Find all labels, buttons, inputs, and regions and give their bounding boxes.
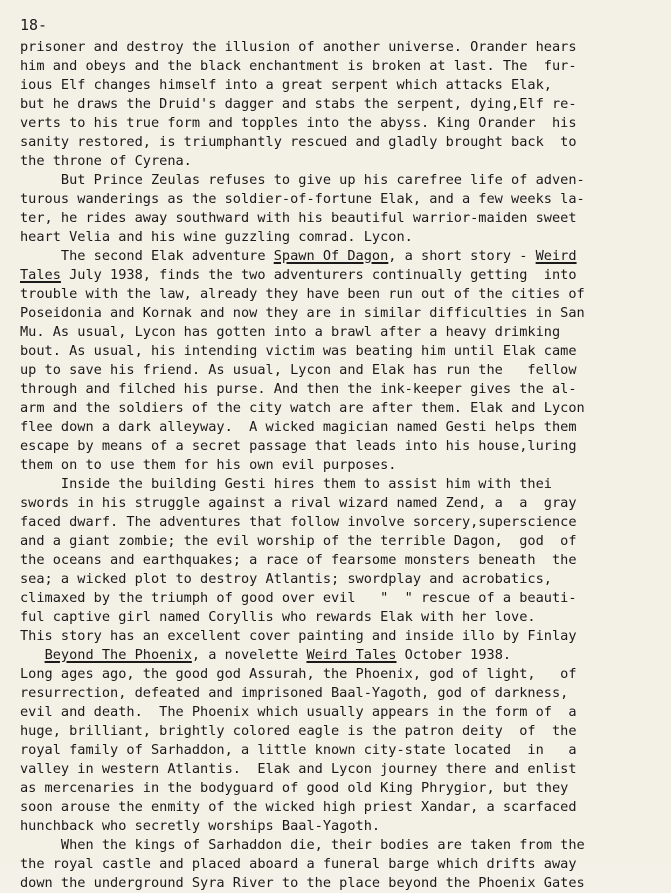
text-segment: July 1938, finds the two adventurers continually getting into bbox=[60, 267, 577, 283]
text-line bbox=[20, 133, 650, 152]
text-line bbox=[20, 570, 650, 589]
text-line bbox=[20, 703, 650, 722]
text-segment: up to save his friend. As usual, Lycon and Elak has run the fellow bbox=[20, 362, 577, 378]
text-segment: Long ages ago, the good god Assurah, the Phoenix, god of light, of bbox=[20, 666, 577, 682]
text-line bbox=[20, 361, 650, 380]
text-segment: huge, brilliant, brightly colored eagle is the patron deity of the bbox=[20, 723, 577, 739]
text-line bbox=[20, 684, 650, 703]
text-line bbox=[20, 532, 650, 551]
text-segment: as mercenaries in the bodyguard of good old King Phrygior, but they bbox=[20, 780, 569, 796]
text-segment: turous wanderings as the soldier-of-fortune Elak, and a few weeks la- bbox=[20, 191, 585, 207]
text-segment: down the underground Syra River to the place beyond the Phoenix Gates bbox=[20, 875, 585, 891]
text-segment: them on to use them for his own evil purposes. bbox=[20, 457, 397, 473]
text-segment: prisoner and destroy the illusion of another universe. Orander hears bbox=[20, 39, 577, 55]
underlined-title: Beyond The Phoenix bbox=[44, 647, 192, 663]
text-line bbox=[20, 95, 650, 114]
text-line bbox=[20, 798, 650, 817]
text-line bbox=[20, 399, 650, 418]
underlined-title: Tales bbox=[20, 267, 61, 283]
text-segment: , a short story - bbox=[388, 248, 536, 264]
text-segment: flee down a dark alleyway. A wicked magician named Gesti helps them bbox=[20, 419, 577, 435]
text-line bbox=[20, 551, 650, 570]
text-line bbox=[20, 285, 650, 304]
text-segment: The second Elak adventure bbox=[20, 248, 274, 264]
text-segment: climaxed by the triumph of good over evil " " rescue of a beauti- bbox=[20, 590, 577, 606]
text-line bbox=[20, 855, 650, 874]
text-line bbox=[20, 608, 650, 627]
text-segment: bout. As usual, his intending victim was beating him until Elak came bbox=[20, 343, 577, 359]
text-segment: sea; a wicked plot to destroy Atlantis; swordplay and acrobatics, bbox=[20, 571, 552, 587]
text-segment: the throne of Cyrena. bbox=[20, 153, 192, 169]
text-segment: soon arouse the enmity of the wicked high priest Xandar, a scarfaced bbox=[20, 799, 577, 815]
underlined-title: Spawn Of Dagon bbox=[273, 248, 389, 264]
text-line bbox=[20, 304, 650, 323]
text-line bbox=[20, 152, 650, 171]
text-segment: valley in western Atlantis. Elak and Lycon journey there and enlist bbox=[20, 761, 577, 777]
text-line bbox=[20, 114, 650, 133]
text-segment: the oceans and earthquakes; a race of fearsome monsters beneath the bbox=[20, 552, 577, 568]
text-line bbox=[20, 741, 650, 760]
text-segment: But Prince Zeulas refuses to give up his carefree life of adven- bbox=[20, 172, 585, 188]
text-segment: October 1938. bbox=[396, 647, 512, 663]
text-line bbox=[20, 779, 650, 798]
underlined-title: Weird Tales bbox=[306, 647, 397, 663]
text-segment: When the kings of Sarhaddon die, their bodies are taken from the bbox=[20, 837, 585, 853]
text-line bbox=[20, 722, 650, 741]
text-line bbox=[20, 646, 650, 665]
text-line bbox=[20, 323, 650, 342]
text-line bbox=[20, 817, 650, 836]
text-line bbox=[20, 494, 650, 513]
text-line bbox=[20, 266, 650, 285]
text-segment: faced dwarf. The adventures that follow involve sorcery,superscience bbox=[20, 514, 577, 530]
text-segment: but he draws the Druid's dagger and stabs the serpent, dying,Elf re- bbox=[20, 96, 577, 112]
text-segment: verts to his true form and topples into the abyss. King Orander his bbox=[20, 115, 577, 131]
text-segment: royal family of Sarhaddon, a little known city-state located in a bbox=[20, 742, 577, 758]
text-segment: ter, he rides away southward with his beautiful warrior-maiden sweet bbox=[20, 210, 577, 226]
text-segment: swords in his struggle against a rival wizard named Zend, a a gray bbox=[20, 495, 577, 511]
text-segment: ful captive girl named Coryllis who rewards Elak with her love. bbox=[20, 609, 536, 625]
text-segment: Inside the building Gesti hires them to assist him with thei bbox=[20, 476, 552, 492]
text-line bbox=[20, 247, 650, 266]
text-line bbox=[20, 475, 650, 494]
text-line bbox=[20, 836, 650, 855]
text-line bbox=[20, 437, 650, 456]
underlined-title: Weird bbox=[535, 248, 577, 264]
text-line bbox=[20, 627, 650, 646]
text-line bbox=[20, 665, 650, 684]
text-segment: through and filched his purse. And then the ink-keeper gives the al- bbox=[20, 381, 577, 397]
text-line bbox=[20, 342, 650, 361]
text-line bbox=[20, 228, 650, 247]
text-segment: Mu. As usual, Lycon has gotten into a brawl after a heavy drimking bbox=[20, 324, 561, 340]
text-segment: and a giant zombie; the evil worship of the terrible Dagon, god of bbox=[20, 533, 577, 549]
text-line bbox=[20, 38, 650, 57]
page-number: 18- bbox=[20, 16, 48, 34]
text-segment: sanity restored, is triumphantly rescued and gladly brought back to bbox=[20, 134, 577, 150]
text-segment: him and obeys and the black enchantment is broken at last. The fur- bbox=[20, 58, 577, 74]
text-line bbox=[20, 418, 650, 437]
text-line bbox=[20, 171, 650, 190]
text-line bbox=[20, 76, 650, 95]
text-segment: escape by means of a secret passage that leads into his house,luring bbox=[20, 438, 577, 454]
text-segment: the royal castle and placed aboard a funeral barge which drifts away bbox=[20, 856, 577, 872]
text-segment: resurrection, defeated and imprisoned Baal-Yagoth, god of darkness, bbox=[20, 685, 569, 701]
text-line bbox=[20, 190, 650, 209]
text-segment: ious Elf changes himself into a great serpent which attacks Elak, bbox=[20, 77, 552, 93]
text-segment: , a novelette bbox=[191, 647, 307, 663]
text-segment: heart Velia and his wine guzzling comrad. Lycon. bbox=[20, 229, 413, 245]
text-segment: evil and death. The Phoenix which usually appears in the form of a bbox=[20, 704, 577, 720]
text-segment: This story has an excellent cover painting and inside illo by Finlay bbox=[20, 628, 577, 644]
text-segment bbox=[20, 647, 45, 663]
text-segment: arm and the soldiers of the city watch are after them. Elak and Lycon bbox=[20, 400, 585, 416]
text-line bbox=[20, 513, 650, 532]
text-line bbox=[20, 760, 650, 779]
text-line bbox=[20, 57, 650, 76]
text-line bbox=[20, 456, 650, 475]
text-segment: trouble with the law, already they have been run out of the cities of bbox=[20, 286, 585, 302]
text-line bbox=[20, 209, 650, 228]
text-line bbox=[20, 874, 650, 893]
text-segment: hunchback who secretly worships Baal-Yagoth. bbox=[20, 818, 381, 834]
text-line bbox=[20, 589, 650, 608]
text-line bbox=[20, 380, 650, 399]
text-segment: Poseidonia and Kornak and now they are in similar difficulties in San bbox=[20, 305, 585, 321]
body-text bbox=[20, 38, 650, 893]
